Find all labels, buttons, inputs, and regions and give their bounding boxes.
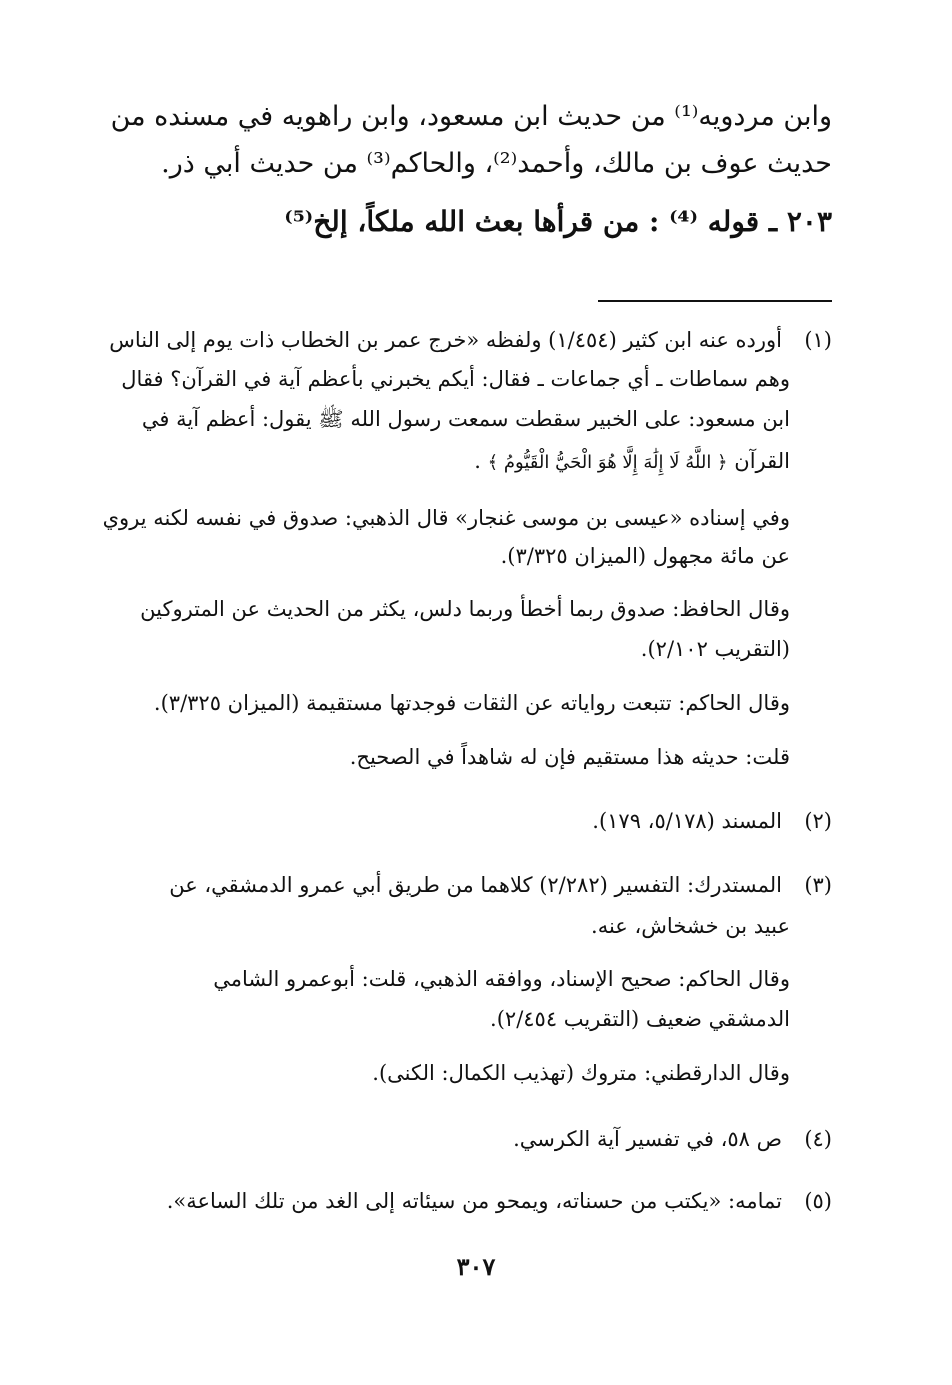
footnote-5 (139, 1186, 832, 1216)
footnote-1-para-3-line-2: (التقريب ٢/١٠٢). (640, 637, 790, 661)
quran-verse: ﴿ اللَّهُ لَا إِلَٰهَ إِلَّا هُوَ الْحَيُّ الْقَيُّومُ ﴾ (487, 452, 728, 473)
footnote-1-para-2-line-2: عن مائة مجهول (الميزان ٣/٣٢٥). (500, 544, 790, 568)
footnote-5-number: (٥) (804, 1189, 832, 1213)
footnote-1-line-3: ابن مسعود: على الخبير سقطت سمعت رسول الله ﷺ يقول: أعظم آية في (141, 407, 790, 431)
footnote-3-line-1 (139, 870, 832, 900)
footnote-3-para-2-line-1: وقال الحاكم: صحيح الإسناد، ووافقه الذهبي، قلت: أبوعمرو الشامي (213, 967, 790, 991)
footnote-2-number: (٢) (804, 809, 832, 833)
footnote-1-line-4 (139, 446, 790, 478)
main-text-line-1: وابن مردويه⁽¹⁾ من حديث ابن مسعود، وابن راهويه في مسنده من (110, 101, 832, 132)
footnote-2-text: المسند (٥/١٧٨، ١٧٩). (592, 809, 782, 833)
footnote-4 (139, 1124, 832, 1154)
footnote-1-para-2-line-1: وفي إسناده «عيسى بن موسى غنجار» قال الذهبي: صدوق في نفسه لكنه يروي (102, 506, 790, 530)
footnote-1-para-5: قلت: حديثه هذا مستقيم فإن له شاهداً في الصحيح. (349, 745, 790, 769)
footnote-1-text: أورده عنه ابن كثير (١/٤٥٤) ولفظه «خرج عمر بن الخطاب ذات يوم إلى الناس (109, 328, 782, 352)
entry-heading: ٢٠٣ ـ قوله ⁽⁴⁾ : من قرأها بعث الله ملكاً، إلخ⁽⁵⁾ (284, 205, 832, 238)
footnote-1-line-4-end: . (474, 449, 481, 473)
footnote-1-para-4: وقال الحاكم: تتبعت رواياته عن الثقات فوجدتها مستقيمة (الميزان ٣/٣٢٥). (153, 691, 790, 715)
footnote-3-para-3: وقال الدارقطني: متروك (تهذيب الكمال: الكنى). (372, 1061, 790, 1085)
footnote-1-line-1 (109, 325, 832, 355)
footnote-1-para-3-line-1: وقال الحافظ: صدوق ربما أخطأ وربما دلس، يكثر من الحديث عن المتروكين (140, 597, 790, 621)
main-text-line-2: حديث عوف بن مالك، وأحمد⁽²⁾، والحاكم⁽³⁾ من حديث أبي ذر. (161, 148, 832, 179)
footnote-3-line-2: عبيد بن خشخاش، عنه. (591, 914, 790, 938)
footnote-1-line-2: وهم سماطات ـ أي جماعات ـ فقال: أيكم يخبرني بأعظم آية في القرآن؟ فقال (121, 367, 790, 391)
footnote-1-quran-label: القرآن (734, 449, 790, 473)
page-number: ٣٠٧ (456, 1252, 496, 1281)
footnote-3-text: المستدرك: التفسير (٢/٢٨٢) كلاهما من طريق أبي عمرو الدمشقي، عن (169, 873, 782, 897)
footnote-3-number: (٣) (804, 873, 832, 897)
footnote-3-para-2-line-2: الدمشقي ضعيف (التقريب ٢/٤٥٤). (490, 1007, 790, 1031)
footnote-4-text: ص ٥٨، في تفسير آية الكرسي. (513, 1127, 782, 1151)
footnote-separator (598, 300, 832, 302)
footnote-1-number: (١) (804, 328, 832, 352)
footnote-5-text: تمامه: «يكتب من حسناته، ويمحو من سيئاته إلى الغد من تلك الساعة». (166, 1189, 782, 1213)
footnote-2 (139, 806, 832, 836)
footnote-4-number: (٤) (804, 1127, 832, 1151)
